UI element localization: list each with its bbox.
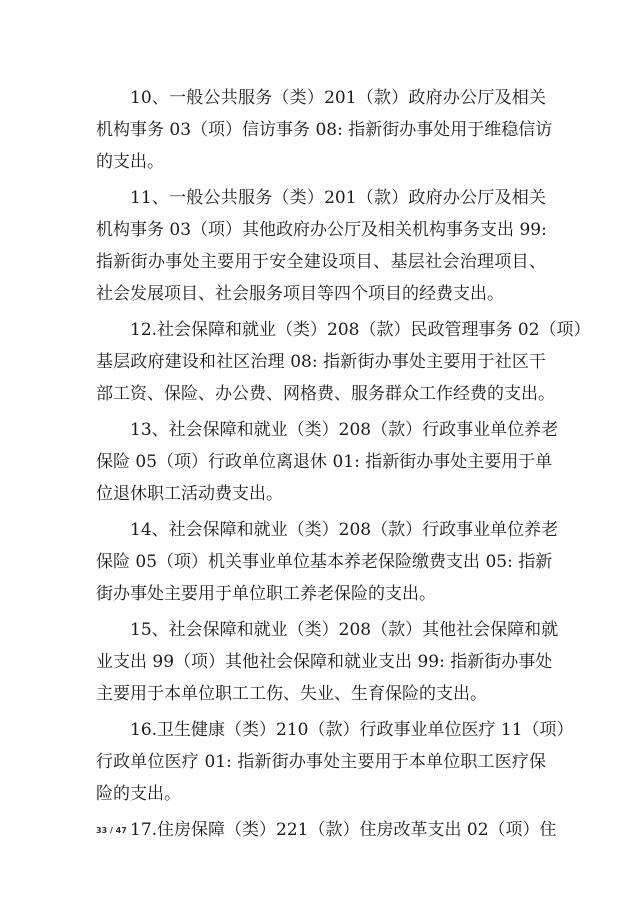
text-line: 基层政府建设和社区治理 08: 指新街办事处主要用于社区干: [96, 352, 546, 372]
paragraph: [96, 714, 574, 810]
text-line: 10、一般公共服务（类）201（款）政府办公厅及相关: [130, 88, 546, 108]
text-line: 街办事处主要用于单位职工养老保险的支出。: [96, 584, 436, 604]
page-number: 33 / 47: [96, 826, 127, 835]
text-line: 14、社会保障和就业（类）208（款）行政事业单位养老: [130, 520, 559, 540]
text-line: 位退休职工活动费支出。: [96, 484, 283, 504]
text-line: 机构事务 03（项）其他政府办公厅及相关机构事务支出 99:: [96, 220, 547, 240]
text-line: 12.社会保障和就业（类）208（款）民政管理事务 02（项）: [130, 320, 591, 340]
paragraph: [96, 82, 553, 178]
text-line: 社会发展项目、社会服务项目等四个项目的经费支出。: [96, 284, 504, 304]
text-line: 主要用于本单位职工工伤、失业、生育保险的支出。: [96, 684, 487, 704]
text-line: 指新街办事处主要用于安全建设项目、基层社会治理项目、: [96, 252, 546, 272]
body-text: [96, 82, 591, 850]
text-line: 保险 05（项）机关事业单位基本养老保险缴费支出 05: 指新: [96, 552, 553, 572]
text-line: 业支出 99（项）其他社会保障和就业支出 99: 指新街办事处: [96, 652, 553, 672]
paragraph: [96, 414, 559, 510]
text-line: 行政单位医疗 01: 指新街办事处主要用于本单位职工医疗保: [96, 752, 546, 772]
text-line: 15、社会保障和就业（类）208（款）其他社会保障和就: [130, 620, 559, 640]
text-line: 16.卫生健康（类）210（款）行政事业单位医疗 11（项）: [130, 720, 574, 740]
text-line: 机构事务 03（项）信访事务 08: 指新街办事处用于维稳信访: [96, 120, 553, 140]
paragraph: [96, 614, 559, 710]
text-line: 部工资、保险、办公费、网格费、服务群众工作经费的支出。: [96, 384, 555, 404]
text-line: 的支出。: [96, 152, 164, 172]
text-line: 13、社会保障和就业（类）208（款）行政事业单位养老: [130, 420, 559, 440]
text-line: 险的支出。: [96, 784, 181, 804]
text-line: 保险 05（项）行政单位离退休 01: 指新街办事处主要用于单: [96, 452, 553, 472]
paragraph: [96, 814, 557, 846]
text-line: 11、一般公共服务（类）201（款）政府办公厅及相关: [130, 188, 546, 208]
paragraph: [96, 314, 591, 410]
text-line: 17.住房保障（类）221（款）住房改革支出 02（项）住: [130, 820, 557, 840]
paragraph: [96, 514, 559, 610]
paragraph: [96, 182, 546, 310]
